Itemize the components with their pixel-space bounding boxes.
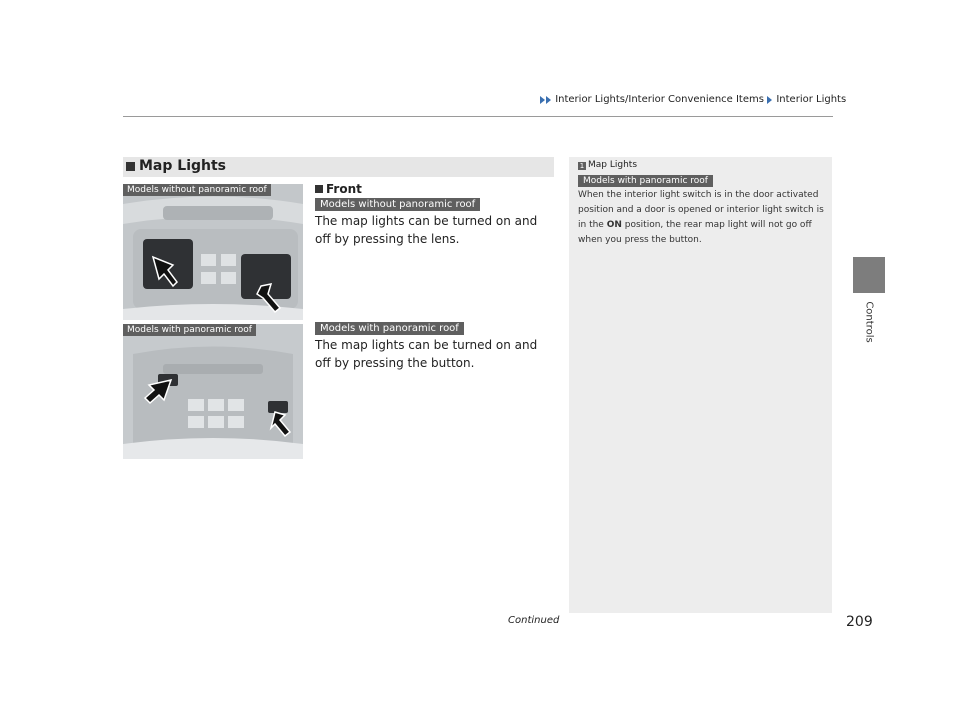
subheading-square-icon [315,185,323,193]
image-label: Models without panoramic roof [123,184,271,196]
note-title: Map Lights [588,160,638,170]
section-square-icon [126,162,135,171]
breadcrumb-part-2[interactable]: Interior Lights [776,94,847,105]
map-lights-image-without-roof [123,184,303,320]
subheading-front [315,182,362,196]
note-header [578,160,637,170]
side-tab-marker [853,257,885,293]
map-lights-image-with-roof [123,324,303,459]
note-text-part: position, the rear map light will not go off when you press the button. [578,220,812,245]
header-rule [123,116,833,117]
breadcrumb-arrow-icon [540,96,545,104]
image-label: Models with panoramic roof [123,324,256,336]
model-tag-without-roof: Models without panoramic roof [315,198,480,211]
note-model-tag: Models with panoramic roof [578,175,713,187]
model-tag-with-roof: Models with panoramic roof [315,322,464,335]
section-title: Map Lights [139,158,227,174]
note-text-part: When the interior light switch is in the door activated position and a door is opened or interior light switch is in the [578,190,824,230]
breadcrumb-part-1[interactable]: Interior Lights/Interior Convenience Items [555,94,764,105]
text-with-roof: The map lights can be turned on and off by pressing the button. [315,338,538,370]
page-number: 209 [846,614,873,630]
continued-label: Continued [508,615,560,626]
note-text-bold: ON [606,220,622,230]
breadcrumb [540,94,846,106]
breadcrumb-arrow-icon [767,96,772,104]
side-tab-text: Controls [863,301,875,343]
side-tab-label[interactable] [847,300,891,344]
note-info-icon: 1 [579,162,585,170]
note-text [578,188,828,248]
breadcrumb-arrow-icon [546,96,551,104]
console-illustration [123,324,303,459]
subheading-text: Front [326,182,362,196]
section-header [123,157,554,177]
text-without-roof: The map lights can be turned on and off by pressing the lens. [315,214,538,246]
console-illustration [123,184,303,320]
